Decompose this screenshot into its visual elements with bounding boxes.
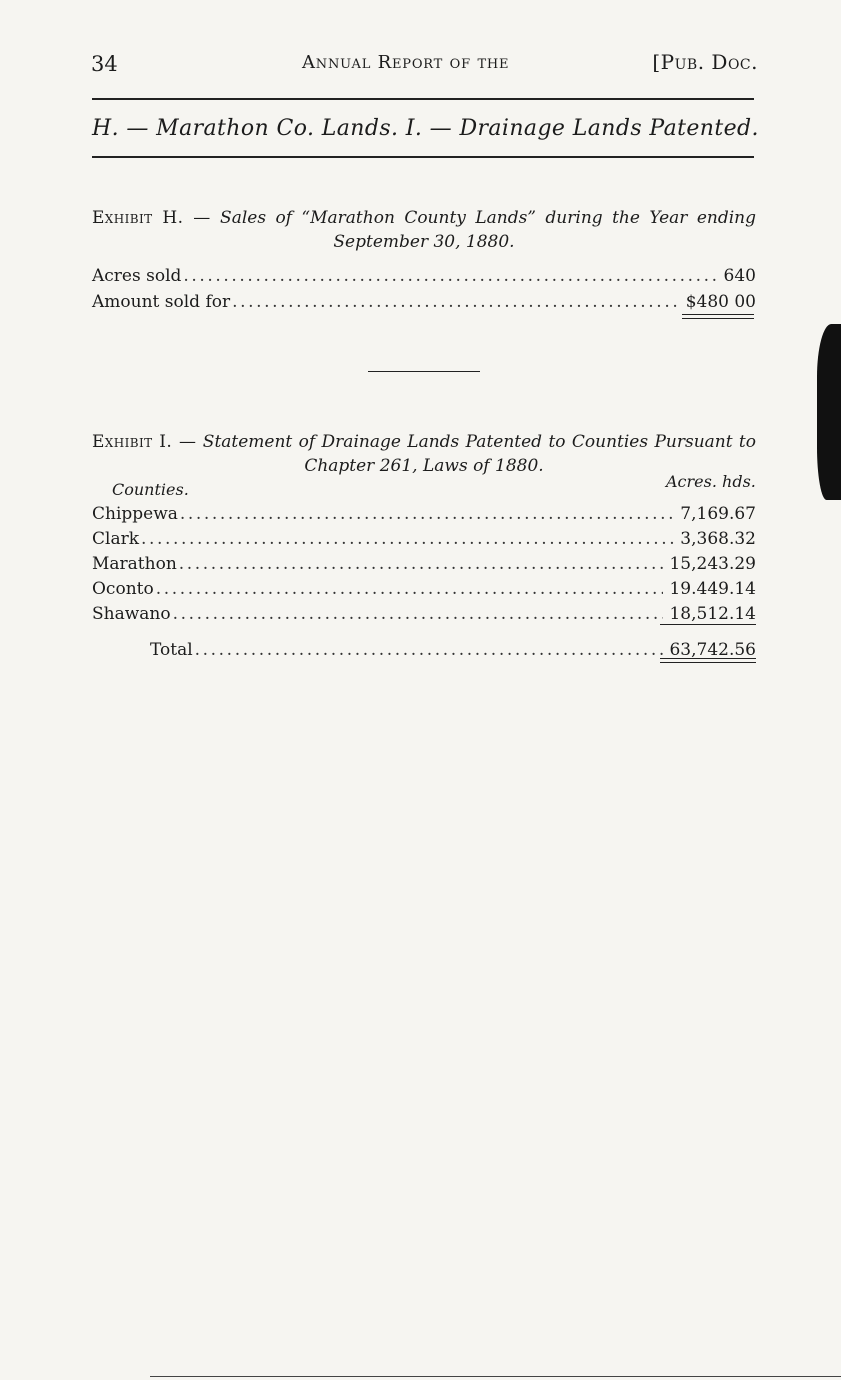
table-row <box>92 525 756 549</box>
exhibit-h-title <box>92 206 756 254</box>
exhibit-h-description: Sales of “Marathon County Lands” during the Year ending September 30, 1880. <box>220 208 756 252</box>
total-row <box>150 636 756 660</box>
page-bottom-edge <box>150 1376 841 1377</box>
exhibit-h-label: Exhibit H. — <box>92 208 211 228</box>
leader-dots <box>156 579 664 599</box>
running-head <box>88 50 758 80</box>
county-name: Oconto <box>92 579 154 599</box>
county-name: Chippewa <box>92 504 178 524</box>
row-value: 640 <box>723 266 756 286</box>
column-header-acres: Acres. hds. <box>666 472 756 491</box>
exhibit-h-double-rule <box>682 314 754 319</box>
column-header-counties: Counties. <box>112 480 189 499</box>
county-acres: 15,243.29 <box>669 554 756 574</box>
leader-dots <box>141 529 674 549</box>
county-acres: 3,368.32 <box>680 529 756 549</box>
top-rule <box>92 98 754 100</box>
row-value: $480 00 <box>685 292 756 312</box>
leader-dots <box>195 640 664 660</box>
county-name: Marathon <box>92 554 177 574</box>
row-label: Amount sold for <box>92 292 231 312</box>
section-heading: H. — Marathon Co. Lands. I. — Drainage Lands Patented. <box>92 116 759 141</box>
exhibit-i-description: Statement of Drainage Lands Patented to Counties Pursuant to Chapter 261, Laws of 1880. <box>202 432 757 476</box>
running-title: Annual Report of the <box>302 52 510 73</box>
table-row <box>92 575 756 599</box>
page-edge-stain <box>817 324 841 500</box>
document-reference: [Pub. Doc. <box>652 50 758 74</box>
leader-dots <box>180 504 674 524</box>
page-number: 34 <box>91 52 118 76</box>
county-acres: 18,512.14 <box>669 604 756 624</box>
exhibit-i-label: Exhibit I. — <box>92 432 197 452</box>
separator-rule <box>368 371 480 372</box>
county-name: Shawano <box>92 604 171 624</box>
leader-dots <box>232 292 680 312</box>
total-double-rule <box>660 658 756 663</box>
total-label: Total <box>150 640 193 660</box>
county-acres: 7,169.67 <box>680 504 756 524</box>
table-row <box>92 600 756 624</box>
row-label: Acres sold <box>92 266 182 286</box>
exhibit-h-row-acres <box>92 262 756 286</box>
exhibit-h-row-amount <box>92 288 756 312</box>
leader-dots <box>183 266 717 286</box>
table-row <box>92 550 756 574</box>
exhibit-i-title <box>92 430 756 478</box>
leader-dots <box>173 604 664 624</box>
county-name: Clark <box>92 529 140 549</box>
total-value: 63,742.56 <box>669 640 756 660</box>
county-acres: 19.449.14 <box>669 579 756 599</box>
subtotal-rule <box>660 624 756 625</box>
table-row <box>92 500 756 524</box>
leader-dots <box>179 554 664 574</box>
heading-bottom-rule <box>92 156 754 158</box>
